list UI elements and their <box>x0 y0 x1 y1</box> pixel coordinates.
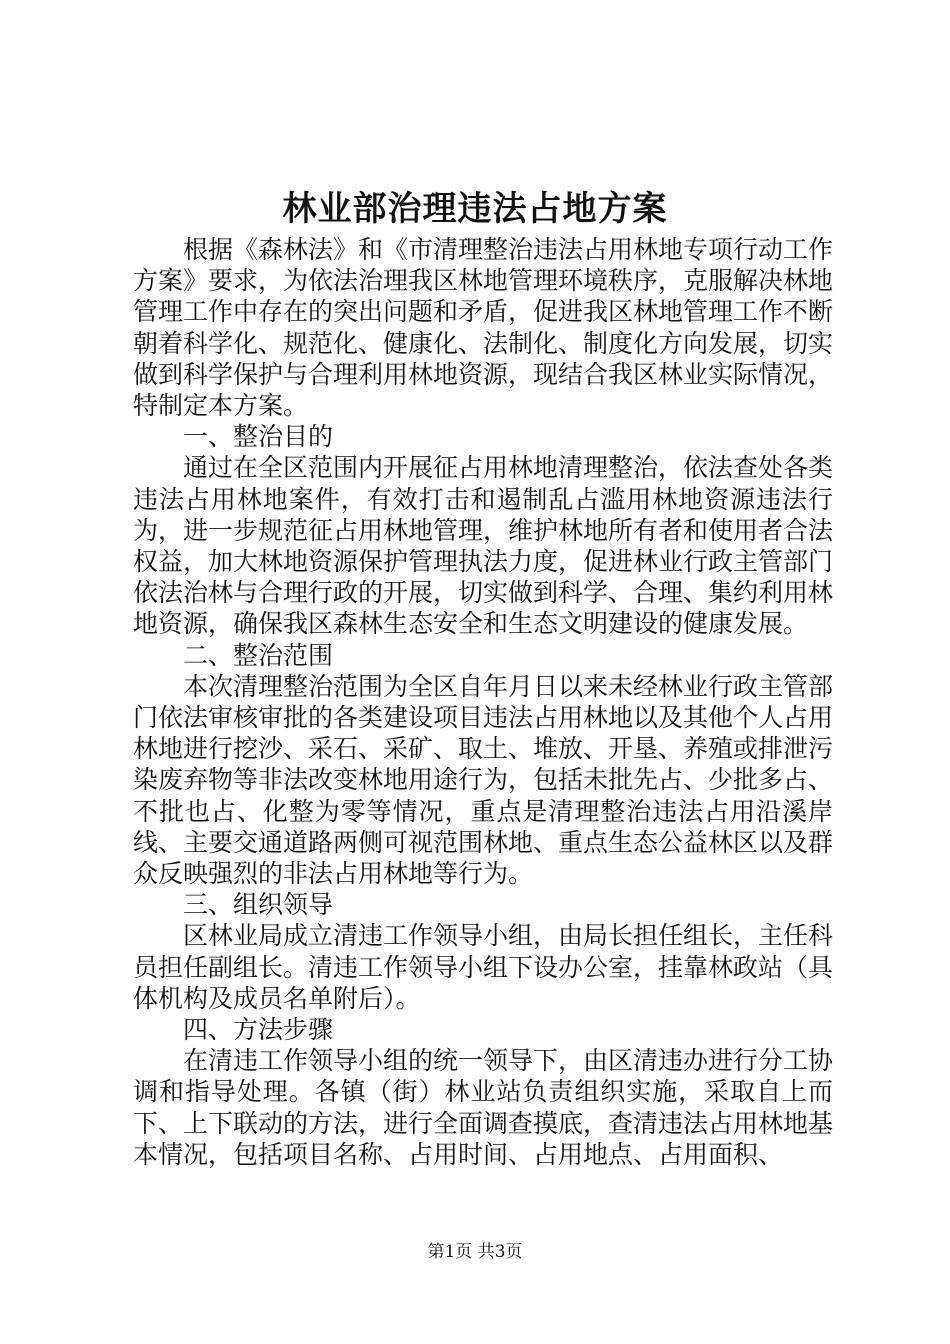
section-heading-methods: 四、方法步骤 <box>183 1015 334 1045</box>
section-heading-scope: 二、整治范围 <box>183 640 334 670</box>
section-text-leadership: 区林业局成立清违工作领导小组，由局长担任组长，主任科员担任副组长。清违工作领导小组下设办公室，挂靠林政站（具体机构及成员名单附后）。 <box>133 921 834 1013</box>
section-heading-purpose: 一、整治目的 <box>183 422 334 452</box>
intro-paragraph: 根据《森林法》和《市清理整治违法占用林地专项行动工作方案》要求，为依法治理我区林地管理环境秩序，克服解决林地管理工作中存在的突出问题和矛盾，促进我区林地管理工作不断朝着科学化、规范化、健康化、法制化、制度化方向发展，切实做到科学保护与合理利用林地资源，现结合我区林业实际情况，特制定本方案。 <box>133 235 834 421</box>
section-text-scope: 本次清理整治范围为全区自年月日以来未经林业行政主管部门依法审核审批的各类建设项目违法占用林地以及其他个人占用林地进行挖沙、采石、采矿、取土、堆放、开垦、养殖或排泄污染废弃物等非法改变林地用途行为，包括未批先占、少批多占、不批也占、化整为零等情况，重点是清理整治违法占用沿溪岸线、主要交通道路两侧可视范围林地、重点生态公益林区以及群众反映强烈的非法占用林地等行为。 <box>133 671 834 889</box>
section-heading-leadership: 三、组织领导 <box>183 890 334 920</box>
section-text-purpose: 通过在全区范围内开展征占用林地清理整治，依法查处各类违法占用林地案件，有效打击和遏制乱占滥用林地资源违法行为，进一步规范征占用林地管理，维护林地所有者和使用者合法权益，加大林地资源保护管理执法力度，促进林业行政主管部门依法治林与合理行政的开展，切实做到科学、合理、集约利用林地资源，确保我区森林生态安全和生态文明建设的健康发展。 <box>133 453 834 639</box>
document-title: 林业部治理违法占地方案 <box>282 189 668 229</box>
document-body <box>133 234 833 1170</box>
page-number-footer: 第1页 共3页 <box>427 1242 523 1262</box>
section-text-methods: 在清违工作领导小组的统一领导下，由区清违办进行分工协调和指导处理。各镇（街）林业站负责组织实施，采取自上而下、上下联动的方法，进行全面调查摸底，查清违法占用林地基本情况，包括项目名称、占用时间、占用地点、占用面积、 <box>133 1046 834 1169</box>
